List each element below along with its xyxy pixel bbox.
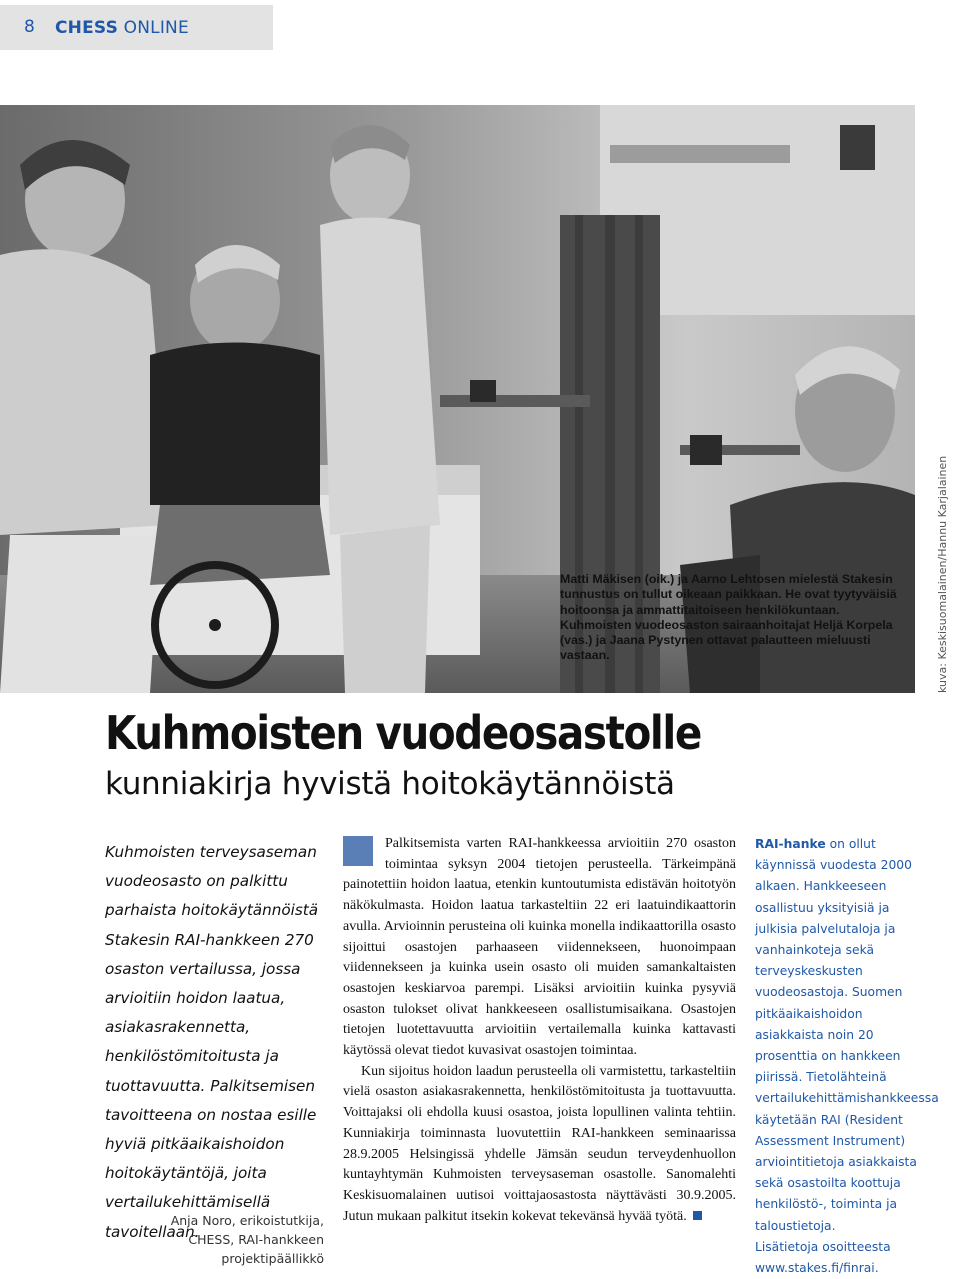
- info-body: on ollut käynnissä vuodesta 2000 alkaen. Hankkeeseen osallistuu yksityisiä ja julkisia palvelutaloja ja vanhainkoteja sekä terveyskeskusten vuodeosastoja. Suomen pitkäaikaishoidon asiakkaista noin 20 prosenttia on hankkeen piirissä. Tietolähteinä vertailukehittämishankkeessa käytetään RAI (Resident Assessment Instrument) arviointitietoja asiakkaista sekä osastoilta koottuja henkilöstö-, toiminta ja taloustietoja.: [755, 837, 939, 1233]
- article-lead: Kuhmoisten terveysaseman vuodeosasto on palkittu parhaista hoitokäytännöistä Stakesin RAI-hankkeen 270 osaston vertailussa, jossa arvioitiin hoidon laatua, asiakasrakennetta, henkilöstömitoitusta ja tuottavuutta. Palkitsemisen tavoitteena on nostaa esille hyviä pitkäaikaishoidon hoitokäytäntöjä, joita vertailukehittämisellä tavoitellaan.: [105, 843, 319, 1241]
- article-body: [343, 834, 736, 1227]
- body-paragraph-1-text: Palkitsemista varten RAI-hankkeessa arvioitiin 270 osaston toimintaa syksyn 2004 tietojen perusteella. Tärkeimpänä painotettiin hoidon laatua, etenkin kuntoutumista edistävän hoitotyön näkökulmasta. Hoidon laatua tarkasteltiin 22 eri laatuindikaattorin avulla. Arvioinnin perusteina oli kuinka monella indikaattorilla osasto sijoittui osastojen parhaaseen viidennekseen, huonoimpaan viidennekseen ja kuinka usein osasto oli muiden samankaltaisten osastojen keskiarvoa parempi. Lisäksi arvioitiin kuinka pysyviä osaston tulokset olivat hankkeeseen osallistumisaikana. Osastojen tietojen luotettavuutta arvioitiin vertailemalla kuinka kattavasti käytössä olevat tiedot kuvasivat osastojen toimintaa.: [343, 836, 736, 1059]
- info-more-label: Lisätietoja osoitteesta: [755, 1239, 891, 1254]
- page-header-tab: [0, 5, 273, 50]
- publication-title: [55, 18, 189, 38]
- author-byline: [160, 1211, 324, 1268]
- page-number: 8: [24, 17, 35, 37]
- author-role: projektipäällikkö: [221, 1251, 324, 1266]
- info-url-link[interactable]: www.stakes.fi/finrai.: [755, 1261, 879, 1276]
- end-mark-square: [693, 1211, 702, 1220]
- photo-credit: kuva: Keskisuomalainen/Hannu Karjalainen: [936, 455, 949, 693]
- info-sidebar: [755, 834, 939, 1279]
- author-name: Anja Noro, erikoistutkija,: [170, 1213, 324, 1228]
- body-paragraph: [343, 1062, 736, 1228]
- author-org: CHESS, RAI-hankkeen: [188, 1232, 324, 1247]
- body-paragraph-2-text: Kun sijoitus hoidon laadun perusteella oli varmistettu, tarkasteltiin vielä osaston asiakasrakennetta, henkilöstömitoitusta ja tuottavuutta. Voittajaksi oli ehdolla kuusi osastoa, joista lopullinen valinta tehtiin. Kunniakirja toiminnasta luovutettiin RAI-hankkeen seminaarissa 28.9.2005 Helsingissä yhdelle Jämsän seudun terveydenhuollon kuntayhtymän Kuhmoisten terveysaseman osastolle. Sanomalehti Keskisuomalainen uutisoi voittajaosastosta näyttävästi 30.9.2005. Jutun mukaan palkitut itsekin kokevat tekevänsä hyvää työtä.: [343, 1063, 736, 1224]
- info-text: [755, 834, 939, 1237]
- brand-light: ONLINE: [123, 18, 189, 38]
- article-subheadline: kunniakirja hyvistä hoitokäytännöistä: [105, 766, 675, 802]
- photo-caption: Matti Mäkisen (oik.) ja Aarno Lehtosen mielestä Stakesin tunnustus on tullut oikeaan paikkaan. He ovat tyytyväisiä hoitoonsa ja ammattitaitoiseen henkilökuntaan. Kuhmoisten vuodeosaston sairaanhoitajat Heljä Korpela (vas.) ja Jaana Pystynen ottavat palautteen mieluusti vastaan.: [560, 572, 897, 663]
- body-paragraph: [343, 834, 736, 1062]
- brand-bold: CHESS: [55, 18, 119, 38]
- info-term: RAI-hanke: [755, 837, 826, 851]
- drop-box-square: [343, 836, 373, 866]
- article-headline: Kuhmoisten vuodeosastolle: [105, 706, 701, 760]
